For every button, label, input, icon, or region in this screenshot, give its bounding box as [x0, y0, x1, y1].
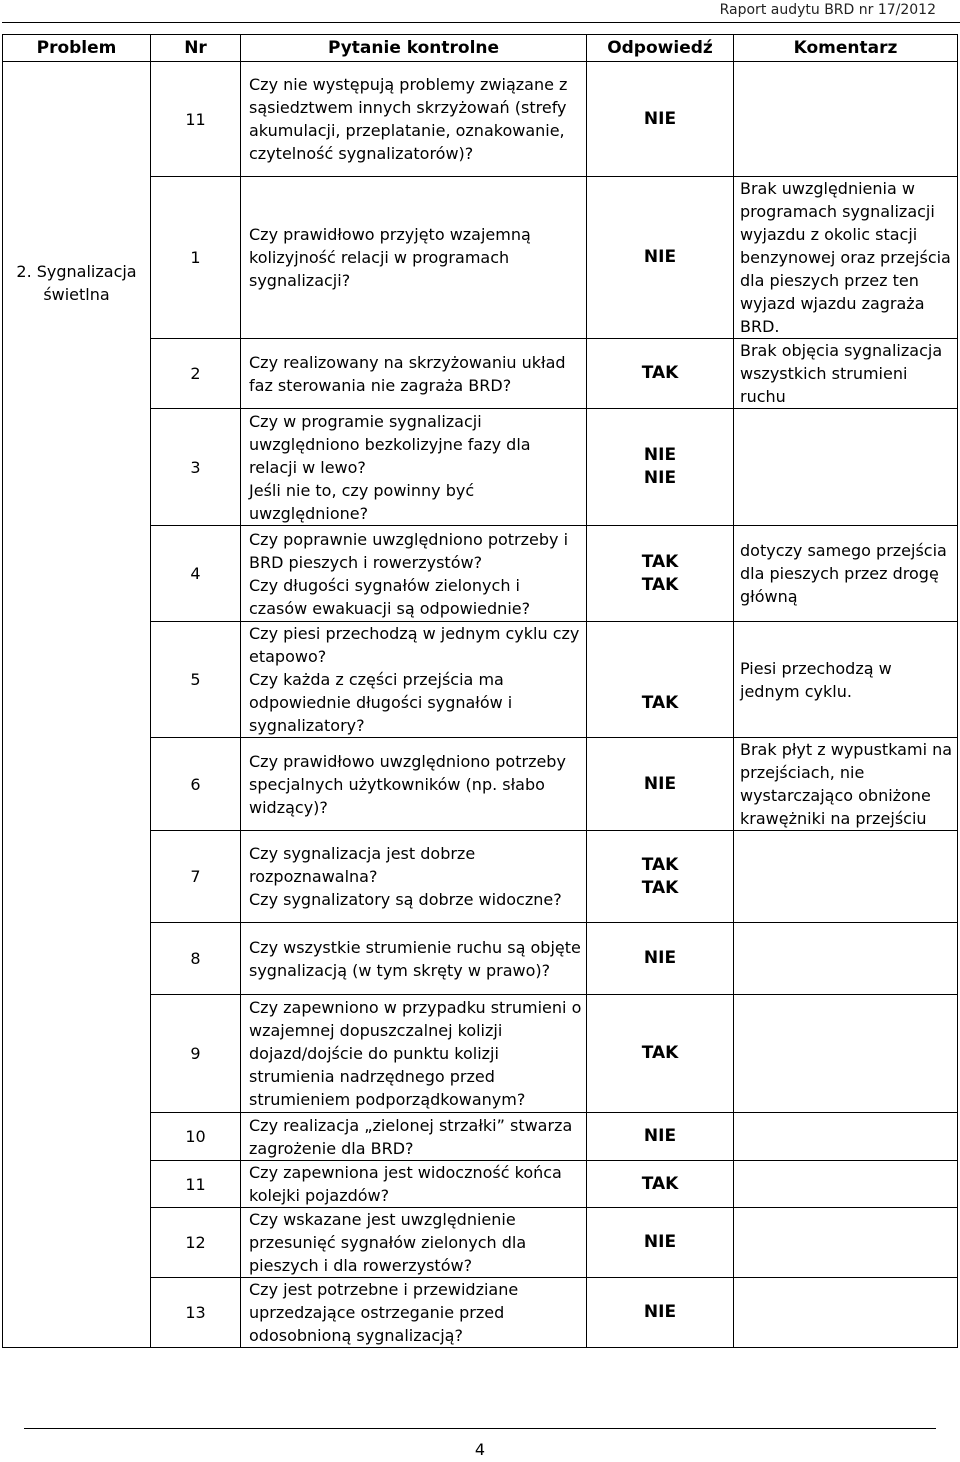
question-text: Czy realizowany na skrzyżowaniu układ faz sterowania nie zagraża BRD? [249, 352, 566, 395]
question-text: Czy jest potrzebne i przewidziane uprzedzające ostrzeganie przed odosobnioną sygnalizacją? [249, 1280, 519, 1345]
comment-cell: Brak uwzględnienia w programach sygnalizacji wyjazdu z okolic stacji benzynowej oraz przejścia dla pieszych przez ten wyjazd wjazdu zagraża BRD. [734, 177, 958, 339]
comment-cell [734, 62, 958, 177]
answer-cell [587, 995, 734, 1113]
comment-cell: dotyczy samego przejścia dla pieszych przez drogę główną [734, 526, 958, 622]
question-text: Czy długości sygnałów zielonych i czasów ewakuacji są odpowiednie? [249, 575, 531, 618]
answer-text: TAK [641, 854, 679, 875]
comment-cell [734, 1208, 958, 1278]
answer-text: NIE [643, 247, 677, 267]
answer-cell [587, 1113, 734, 1161]
column-header-problem: Problem [3, 35, 151, 62]
question-cell [241, 831, 587, 923]
comment-cell: Piesi przechodzą w jednym cyklu. [734, 622, 958, 738]
row-number: 2 [151, 339, 241, 409]
question-cell [241, 339, 587, 409]
question-text: Czy zapewniono w przypadku strumieni o wzajemnej dopuszczalnej kolizji dojazd/dojście do punktu kolizji strumienia nadrzędnego przed strumieniem podporządkowanym? [249, 998, 582, 1109]
question-text: Czy nie występują problemy związane z sąsiedztwem innych skrzyżowań (strefy akumulacji, przeplatanie, oznakowanie, czytelność sygnalizatorów)? [249, 75, 568, 163]
question-cell [241, 1113, 587, 1161]
question-text: Czy realizacja „zielonej strzałki” stwarza zagrożenie dla BRD? [249, 1115, 573, 1158]
question-text: Czy sygnalizatory są dobrze widoczne? [249, 890, 562, 909]
answer-cell [587, 1278, 734, 1348]
question-text: Jeśli nie to, czy powinny być uwzględnione? [249, 480, 475, 523]
report-header-title: Raport audytu BRD nr 17/2012 [719, 2, 936, 18]
answer-cell [587, 831, 734, 923]
row-number: 10 [151, 1113, 241, 1161]
answer-cell [587, 923, 734, 995]
header-rule [2, 22, 960, 23]
question-text: Czy piesi przechodzą w jednym cyklu czy etapowo? [249, 624, 580, 666]
comment-cell [734, 1161, 958, 1208]
question-cell [241, 1278, 587, 1348]
answer-text: TAK [641, 693, 679, 713]
column-header-question: Pytanie kontrolne [241, 35, 587, 62]
answer-cell [587, 339, 734, 409]
row-number: 1 [151, 177, 241, 339]
question-cell [241, 177, 587, 339]
question-text: Czy zapewniona jest widoczność końca kolejki pojazdów? [249, 1163, 562, 1205]
table-row [3, 62, 958, 177]
question-text: Czy każda z części przejścia ma odpowiednie długości sygnałów i sygnalizatory? [249, 670, 513, 735]
comment-cell [734, 1278, 958, 1348]
answer-cell [587, 738, 734, 831]
answer-cell [587, 409, 734, 526]
question-text: Czy w programie sygnalizacji uwzględniono bezkolizyjne fazy dla relacji w lewo? [249, 411, 531, 477]
row-number: 7 [151, 831, 241, 923]
question-text: Czy sygnalizacja jest dobrze rozpoznawalna? [249, 844, 476, 886]
answer-text: NIE [643, 445, 677, 465]
question-text: Czy poprawnie uwzględniono potrzeby i BRD pieszych i rowerzystów? [249, 529, 569, 572]
row-number: 13 [151, 1278, 241, 1348]
comment-cell [734, 923, 958, 995]
column-header-nr: Nr [151, 35, 241, 62]
page-number: 4 [474, 1440, 486, 1459]
answer-cell [587, 1161, 734, 1208]
answer-text: TAK [641, 1043, 679, 1063]
answer-text: NIE [643, 108, 677, 129]
question-cell [241, 923, 587, 995]
question-cell [241, 1161, 587, 1208]
answer-text: TAK [641, 877, 679, 898]
row-number: 5 [151, 622, 241, 738]
answer-text: TAK [641, 574, 679, 595]
answer-text: TAK [641, 1173, 679, 1194]
comment-cell: Brak objęcia sygnalizacja wszystkich strumieni ruchu [734, 339, 958, 409]
question-cell [241, 409, 587, 526]
answer-text: NIE [643, 773, 677, 794]
row-number: 4 [151, 526, 241, 622]
row-number: 12 [151, 1208, 241, 1278]
row-number: 9 [151, 995, 241, 1113]
question-text: Czy prawidłowo uwzględniono potrzeby specjalnych użytkowników (np. słabo widzący)? [249, 751, 566, 817]
question-cell [241, 738, 587, 831]
answer-text: NIE [643, 1232, 677, 1252]
question-cell [241, 62, 587, 177]
question-cell [241, 622, 587, 738]
answer-cell [587, 526, 734, 622]
comment-cell [734, 995, 958, 1113]
answer-text: TAK [641, 363, 679, 383]
question-text: Czy wszystkie strumienie ruchu są objęte sygnalizacją (w tym skręty w prawo)? [249, 937, 581, 980]
row-number: 11 [151, 1161, 241, 1208]
row-number: 6 [151, 738, 241, 831]
answer-cell [587, 62, 734, 177]
table-header-row [3, 35, 958, 62]
answer-cell [587, 1208, 734, 1278]
question-text: Czy wskazane jest uwzględnienie przesunięć sygnałów zielonych dla pieszych i dla rowerzystów? [249, 1210, 527, 1275]
audit-checklist-table [2, 34, 958, 1348]
answer-text: NIE [643, 1126, 677, 1146]
comment-cell [734, 831, 958, 923]
row-number: 3 [151, 409, 241, 526]
comment-cell [734, 409, 958, 526]
question-cell [241, 1208, 587, 1278]
category-label: 2. Sygnalizacja świetlna [16, 262, 137, 304]
answer-text: NIE [643, 1302, 677, 1322]
column-header-answer: Odpowiedź [587, 35, 734, 62]
comment-cell [734, 1113, 958, 1161]
row-number: 11 [151, 62, 241, 177]
question-text: Czy prawidłowo przyjęto wzajemną kolizyjność relacji w programach sygnalizacji? [249, 225, 531, 290]
category-cell [3, 62, 151, 1348]
answer-cell [587, 177, 734, 339]
column-header-comment: Komentarz [734, 35, 958, 62]
answer-cell [587, 622, 734, 738]
question-cell [241, 526, 587, 622]
comment-cell: Brak płyt z wypustkami na przejściach, nie wystarczająco obniżone krawężniki na przejściu [734, 738, 958, 831]
answer-text: NIE [643, 468, 677, 488]
question-cell [241, 995, 587, 1113]
row-number: 8 [151, 923, 241, 995]
answer-text: NIE [643, 948, 677, 968]
footer-rule [24, 1428, 936, 1429]
answer-text: TAK [641, 551, 679, 572]
